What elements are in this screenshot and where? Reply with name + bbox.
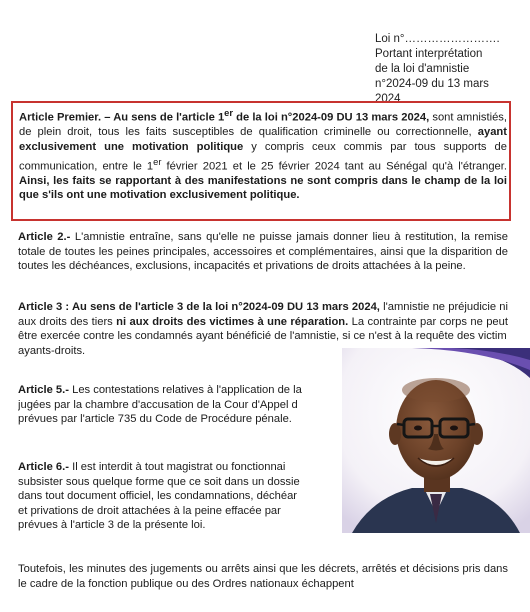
law-header (375, 32, 525, 107)
article-1-emphasis: Ainsi, les faits se rapportant à des manifestations ne sont compris dans le champ de la loi que s'ils ont une motivation exclusivement politique. (19, 174, 507, 202)
header-line: Portant interprétation (375, 48, 483, 60)
article-5-line: Les contestations relatives à l'application de la (68, 384, 302, 396)
article-1-label: Article Premier. – (19, 111, 111, 124)
article-1-sup: er (224, 108, 233, 118)
article-2-label: Article 2.- (18, 231, 71, 243)
article-1-text: y compris ceux commis par tous supports de communication, entre le 1 (19, 140, 507, 173)
article-3-text: Au sens de l'article 3 de la loi n°2024-09 DU 13 mars 2024, (69, 301, 380, 313)
article-2-text: L'amnistie entraîne, sans qu'elle ne puisse jamais donner lieu à restitution, la remise totale de toutes les peines principales, accessoires et complémentaires, ainsi que la disparition de toutes les déchéances, exclusions, incapacités et privations de droits attachées à la peine. (18, 231, 509, 273)
portrait-photo (342, 348, 530, 533)
header-line: de la loi d'amnistie (375, 63, 470, 75)
article-5-line: jugées par la chambre d'accusation de la Cour d'Appel d (18, 398, 298, 411)
article-1-text: février 2021 et le 25 février 2024 tant au Sénégal qu'à l'étranger. (161, 160, 507, 173)
closing-paragraph: Toutefois, les minutes des jugements ou arrêts ainsi que les décrets, arrêtés et décisions pris dans le cadre de la fonction publique ou des Ordres nationaux échappent (18, 563, 508, 590)
article-6-line: Il est interdit à tout magistrat ou fonctionnai (68, 461, 286, 473)
header-line: n°2024-09 du 13 mars (375, 78, 489, 90)
article-3-label: Article 3 : (18, 301, 70, 313)
header-line: Loi n°……………………. (375, 33, 500, 45)
article-6-line: dans tout document officiel, les condamnations, déchéar (18, 490, 298, 503)
article-6-line: subsister sous quelque forme que ce soit dans un dossie (18, 475, 300, 488)
article-1 (19, 106, 507, 203)
article-3-text: ayants-droits. (18, 344, 86, 357)
article-6-line: et privations de droit attachées à la peine effacée par (18, 504, 281, 517)
article-2 (18, 230, 508, 274)
article-1-sup: er (153, 156, 162, 167)
header-line: 2024 (375, 93, 401, 105)
article-1-text: Au sens de l'article 1 (110, 111, 225, 124)
article-6-line: prévues à l'article 3 de la présente loi. (18, 519, 206, 532)
article-3-text: l'amnistie ne préjudicie ni aux droits des tiers (18, 301, 509, 328)
article-5-line: prévues par l'article 735 du Code de Procédure pénale. (18, 413, 292, 426)
article-1-emphasis: ayant exclusivement une motivation politique (19, 126, 507, 153)
article-1-text: sont amnistiés, de plein droit, tous les faits susceptibles de qualification criminelle ou correctionnelle, (19, 111, 508, 139)
article-5-label: Article 5.- (18, 384, 69, 396)
article-3-emphasis: ni aux droits des victimes à une réparation. (116, 315, 349, 328)
article-1-text: de la loi n°2024-09 DU 13 mars 2024, (233, 111, 430, 124)
article-3-text: La contrainte par corps ne peut être exercée contre les condamnés ayant bénéficié de l'amnistie, si ce n'est à la requête des victim (18, 315, 508, 343)
article-6-label: Article 6.- (18, 461, 69, 473)
